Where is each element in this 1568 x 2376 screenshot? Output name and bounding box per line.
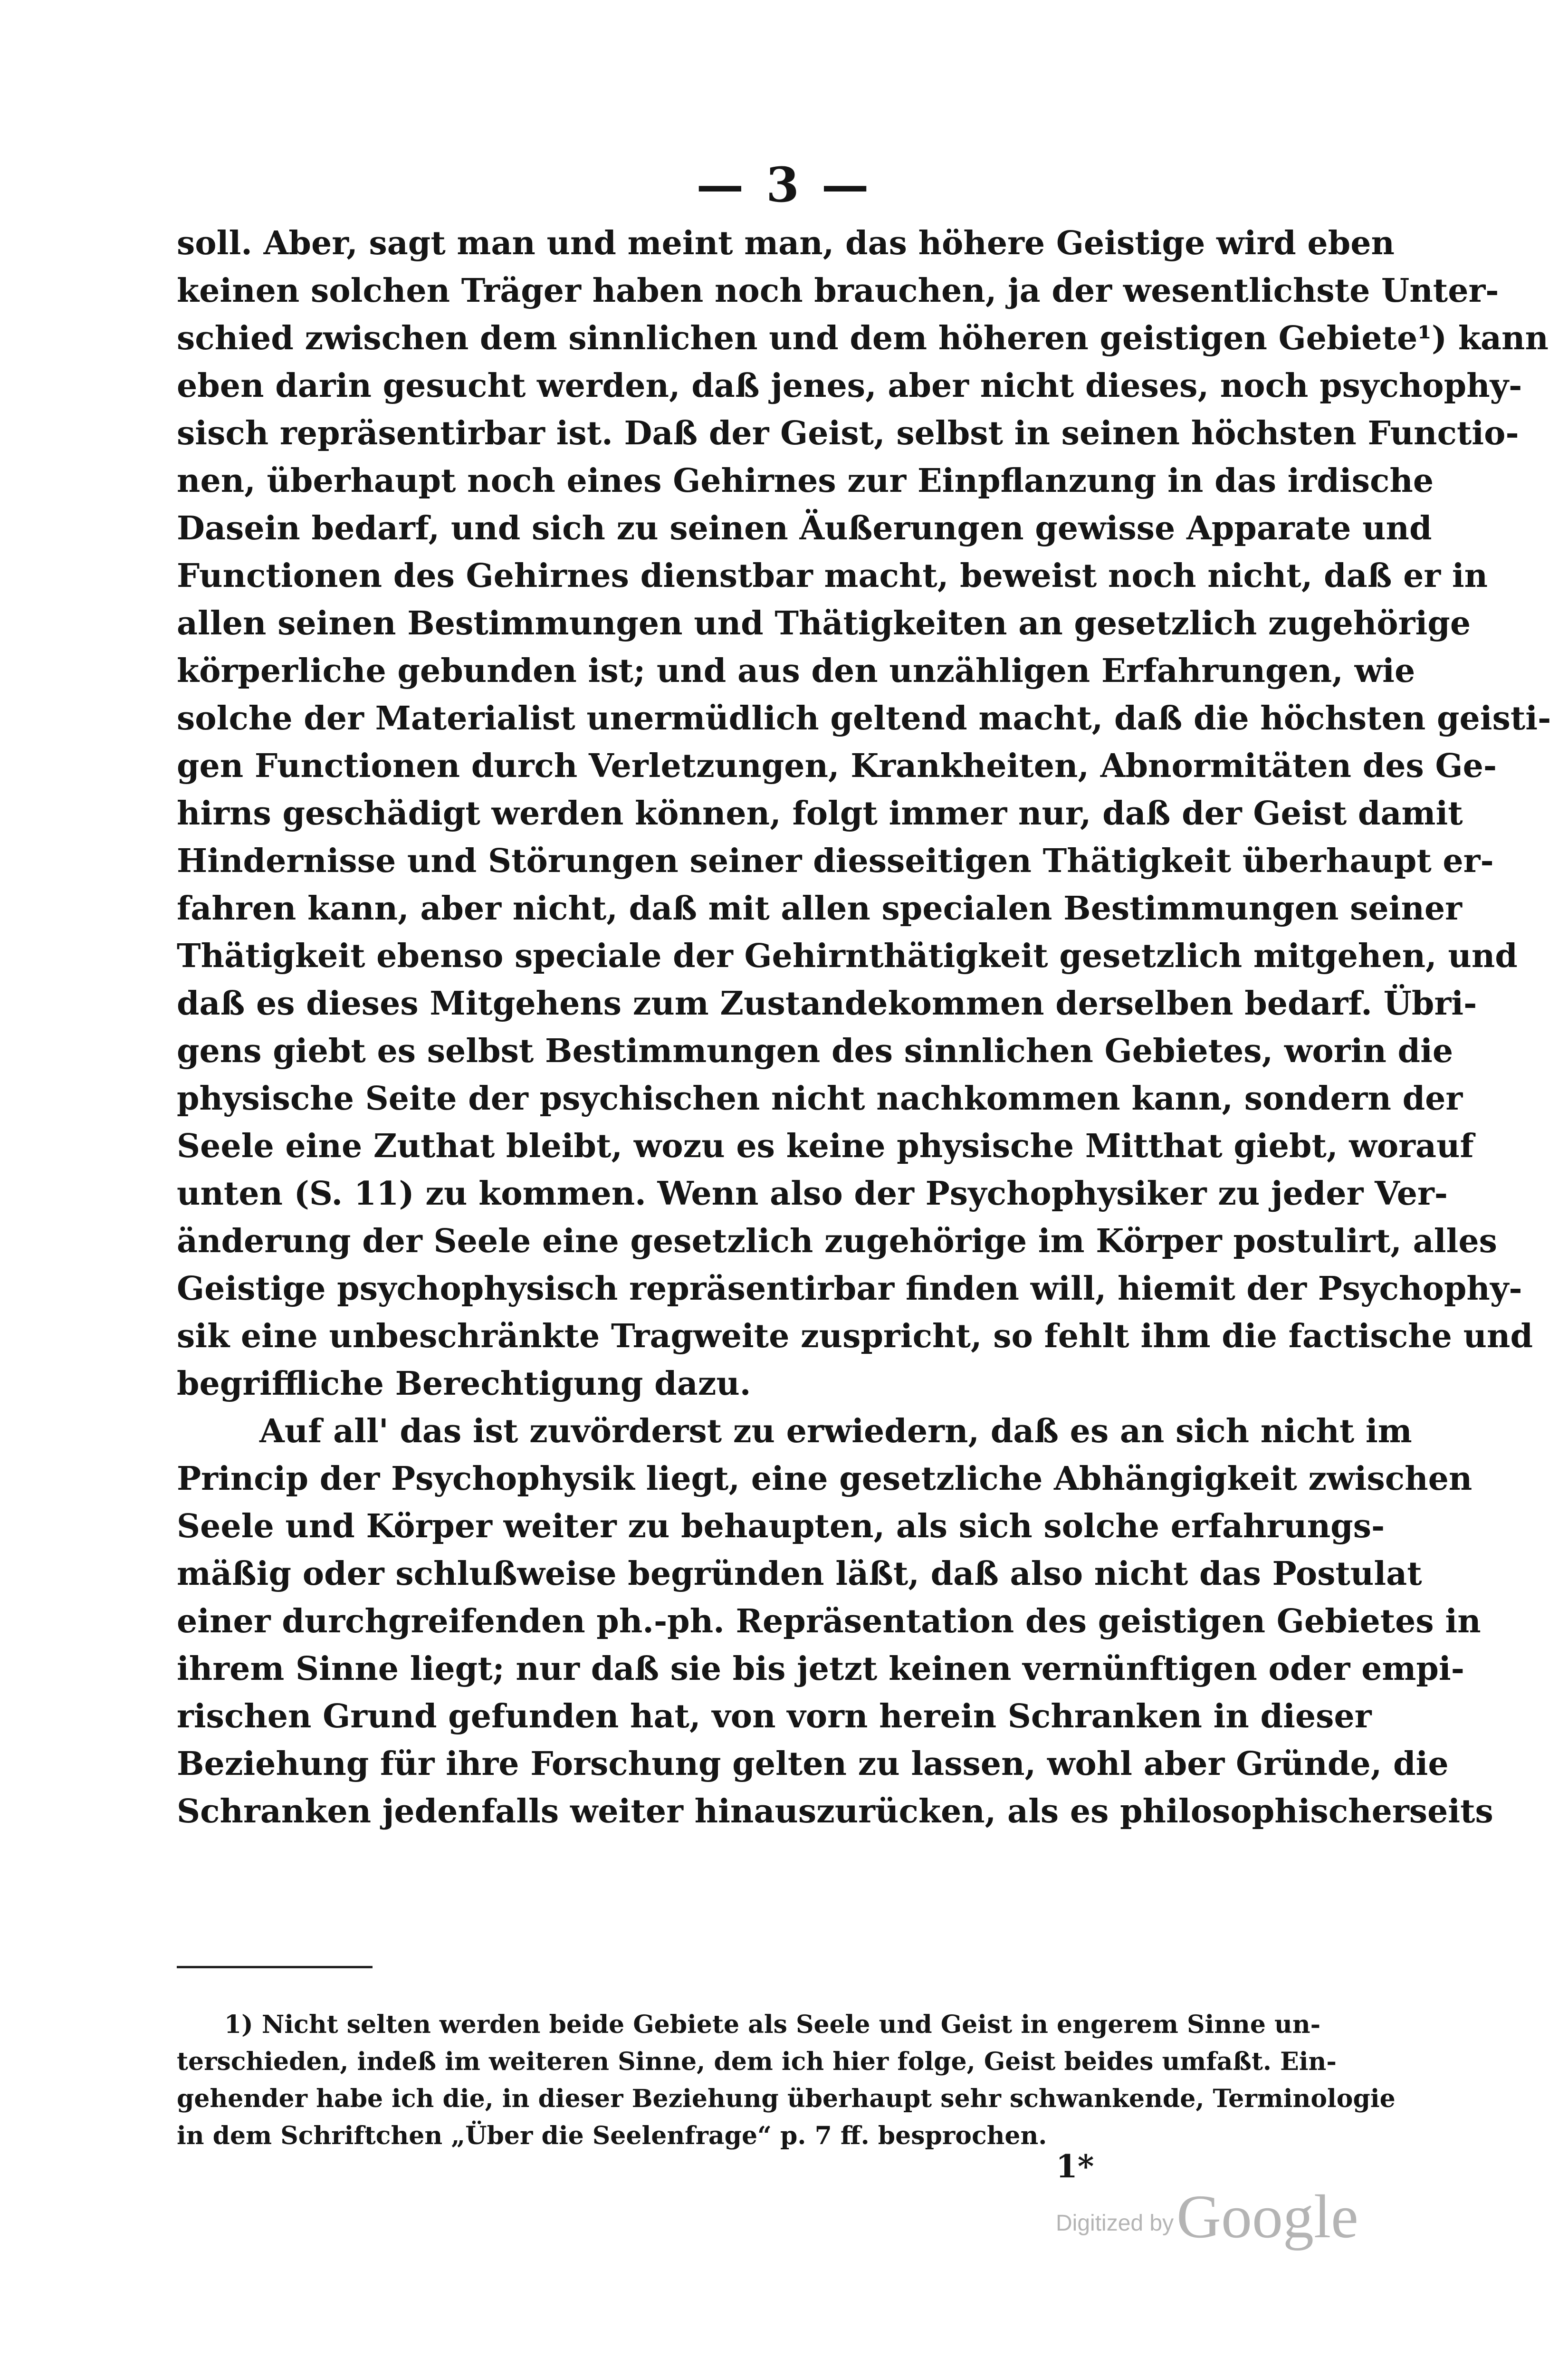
watermark-prefix: Digitized by: [1056, 2211, 1174, 2236]
text-line: Thätigkeit ebenso speciale der Gehirnthätigkeit gesetzlich mitgehen, und: [177, 937, 1518, 975]
text-line: ihrem Sinne liegt; nur daß sie bis jetzt keinen vernünftigen oder empi-: [177, 1650, 1464, 1688]
footnote-line: 1) Nicht selten werden beide Gebiete als Seele und Geist in engerem Sinne un-: [224, 2010, 1321, 2039]
text-line: gens giebt es selbst Bestimmungen des sinnlichen Gebietes, worin die: [177, 1032, 1453, 1070]
text-line: unten (S. 11) zu kommen. Wenn also der Psychophysiker zu jeder Ver-: [177, 1175, 1448, 1213]
text-line: Geistige psychophysisch repräsentirbar finden will, hiemit der Psychophy-: [177, 1270, 1522, 1308]
text-line: Seele eine Zuthat bleibt, wozu es keine physische Mitthat giebt, worauf: [177, 1127, 1474, 1165]
text-line: physische Seite der psychischen nicht nachkommen kann, sondern der: [177, 1080, 1463, 1118]
text-line: rischen Grund gefunden hat, von vorn herein Schranken in dieser: [177, 1697, 1372, 1735]
text-line: Seele und Körper weiter zu behaupten, als sich solche erfahrungs-: [177, 1507, 1385, 1545]
text-line: körperliche gebunden ist; und aus den unzähligen Erfahrungen, wie: [177, 652, 1415, 690]
google-logo: Google: [1176, 2183, 1358, 2251]
footnote: [177, 2006, 1396, 2155]
text-line: einer durchgreifenden ph.-ph. Repräsentation des geistigen Gebietes in: [177, 1602, 1481, 1640]
page-number: — 3 —: [696, 157, 872, 213]
footnote-line: in dem Schriftchen „Über die Seelenfrage“ p. 7 ff. besprochen.: [177, 2121, 1047, 2150]
text-line: sik eine unbeschränkte Tragweite zuspricht, so fehlt ihm die factische und: [177, 1317, 1533, 1355]
text-line: mäßig oder schlußweise begründen läßt, daß also nicht das Postulat: [177, 1555, 1422, 1593]
text-line: keinen solchen Träger haben noch brauchen, ja der wesentlichste Unter-: [177, 272, 1499, 310]
footnote-line: terschieden, indeß im weiteren Sinne, dem ich hier folge, Geist beides umfaßt. Ein-: [177, 2047, 1337, 2076]
text-line: soll. Aber, sagt man und meint man, das höhere Geistige wird eben: [177, 224, 1395, 262]
text-line: Hindernisse und Störungen seiner diesseitigen Thätigkeit überhaupt er-: [177, 842, 1494, 880]
text-line: änderung der Seele eine gesetzlich zugehörige im Körper postulirt, alles: [177, 1222, 1497, 1260]
text-line: fahren kann, aber nicht, daß mit allen specialen Bestimmungen seiner: [177, 890, 1462, 928]
footnote-divider: [177, 1966, 373, 1968]
digitized-watermark: [1056, 2181, 1358, 2252]
text-line: schied zwischen dem sinnlichen und dem höheren geistigen Gebiete¹) kann: [177, 319, 1549, 357]
text-line: Functionen des Gehirnes dienstbar macht, beweist noch nicht, daß er in: [177, 557, 1488, 595]
paragraph-end-line: begriffliche Berechtigung dazu.: [177, 1365, 751, 1403]
body-text: [177, 220, 1551, 1835]
paragraph-start-line: Auf all' das ist zuvörderst zu erwiedern, daß es an sich nicht im: [259, 1412, 1412, 1450]
text-line: Schranken jedenfalls weiter hinauszurücken, als es philosophischerseits: [177, 1792, 1493, 1830]
text-line: Dasein bedarf, und sich zu seinen Äußerungen gewisse Apparate und: [177, 509, 1432, 547]
text-line: Princip der Psychophysik liegt, eine gesetzliche Abhängigkeit zwischen: [177, 1460, 1472, 1498]
text-line: sisch repräsentirbar ist. Daß der Geist, selbst in seinen höchsten Functio-: [177, 414, 1519, 452]
text-line: hirns geschädigt werden können, folgt immer nur, daß der Geist damit: [177, 795, 1463, 833]
text-line: daß es dieses Mitgehens zum Zustandekommen derselben bedarf. Übri-: [177, 985, 1477, 1023]
text-line: allen seinen Bestimmungen und Thätigkeiten an gesetzlich zugehörige: [177, 604, 1471, 642]
text-line: Beziehung für ihre Forschung gelten zu lassen, wohl aber Gründe, die: [177, 1745, 1449, 1783]
footnote-line: gehender habe ich die, in dieser Beziehung überhaupt sehr schwankende, Terminologie: [177, 2084, 1396, 2113]
signature-mark: 1*: [1056, 2148, 1094, 2185]
text-line: eben darin gesucht werden, daß jenes, aber nicht dieses, noch psychophy-: [177, 367, 1522, 405]
text-line: solche der Materialist unermüdlich geltend macht, daß die höchsten geisti-: [177, 699, 1551, 738]
text-line: nen, überhaupt noch eines Gehirnes zur Einpflanzung in das irdische: [177, 462, 1434, 500]
text-line: gen Functionen durch Verletzungen, Krankheiten, Abnormitäten des Ge-: [177, 747, 1497, 785]
